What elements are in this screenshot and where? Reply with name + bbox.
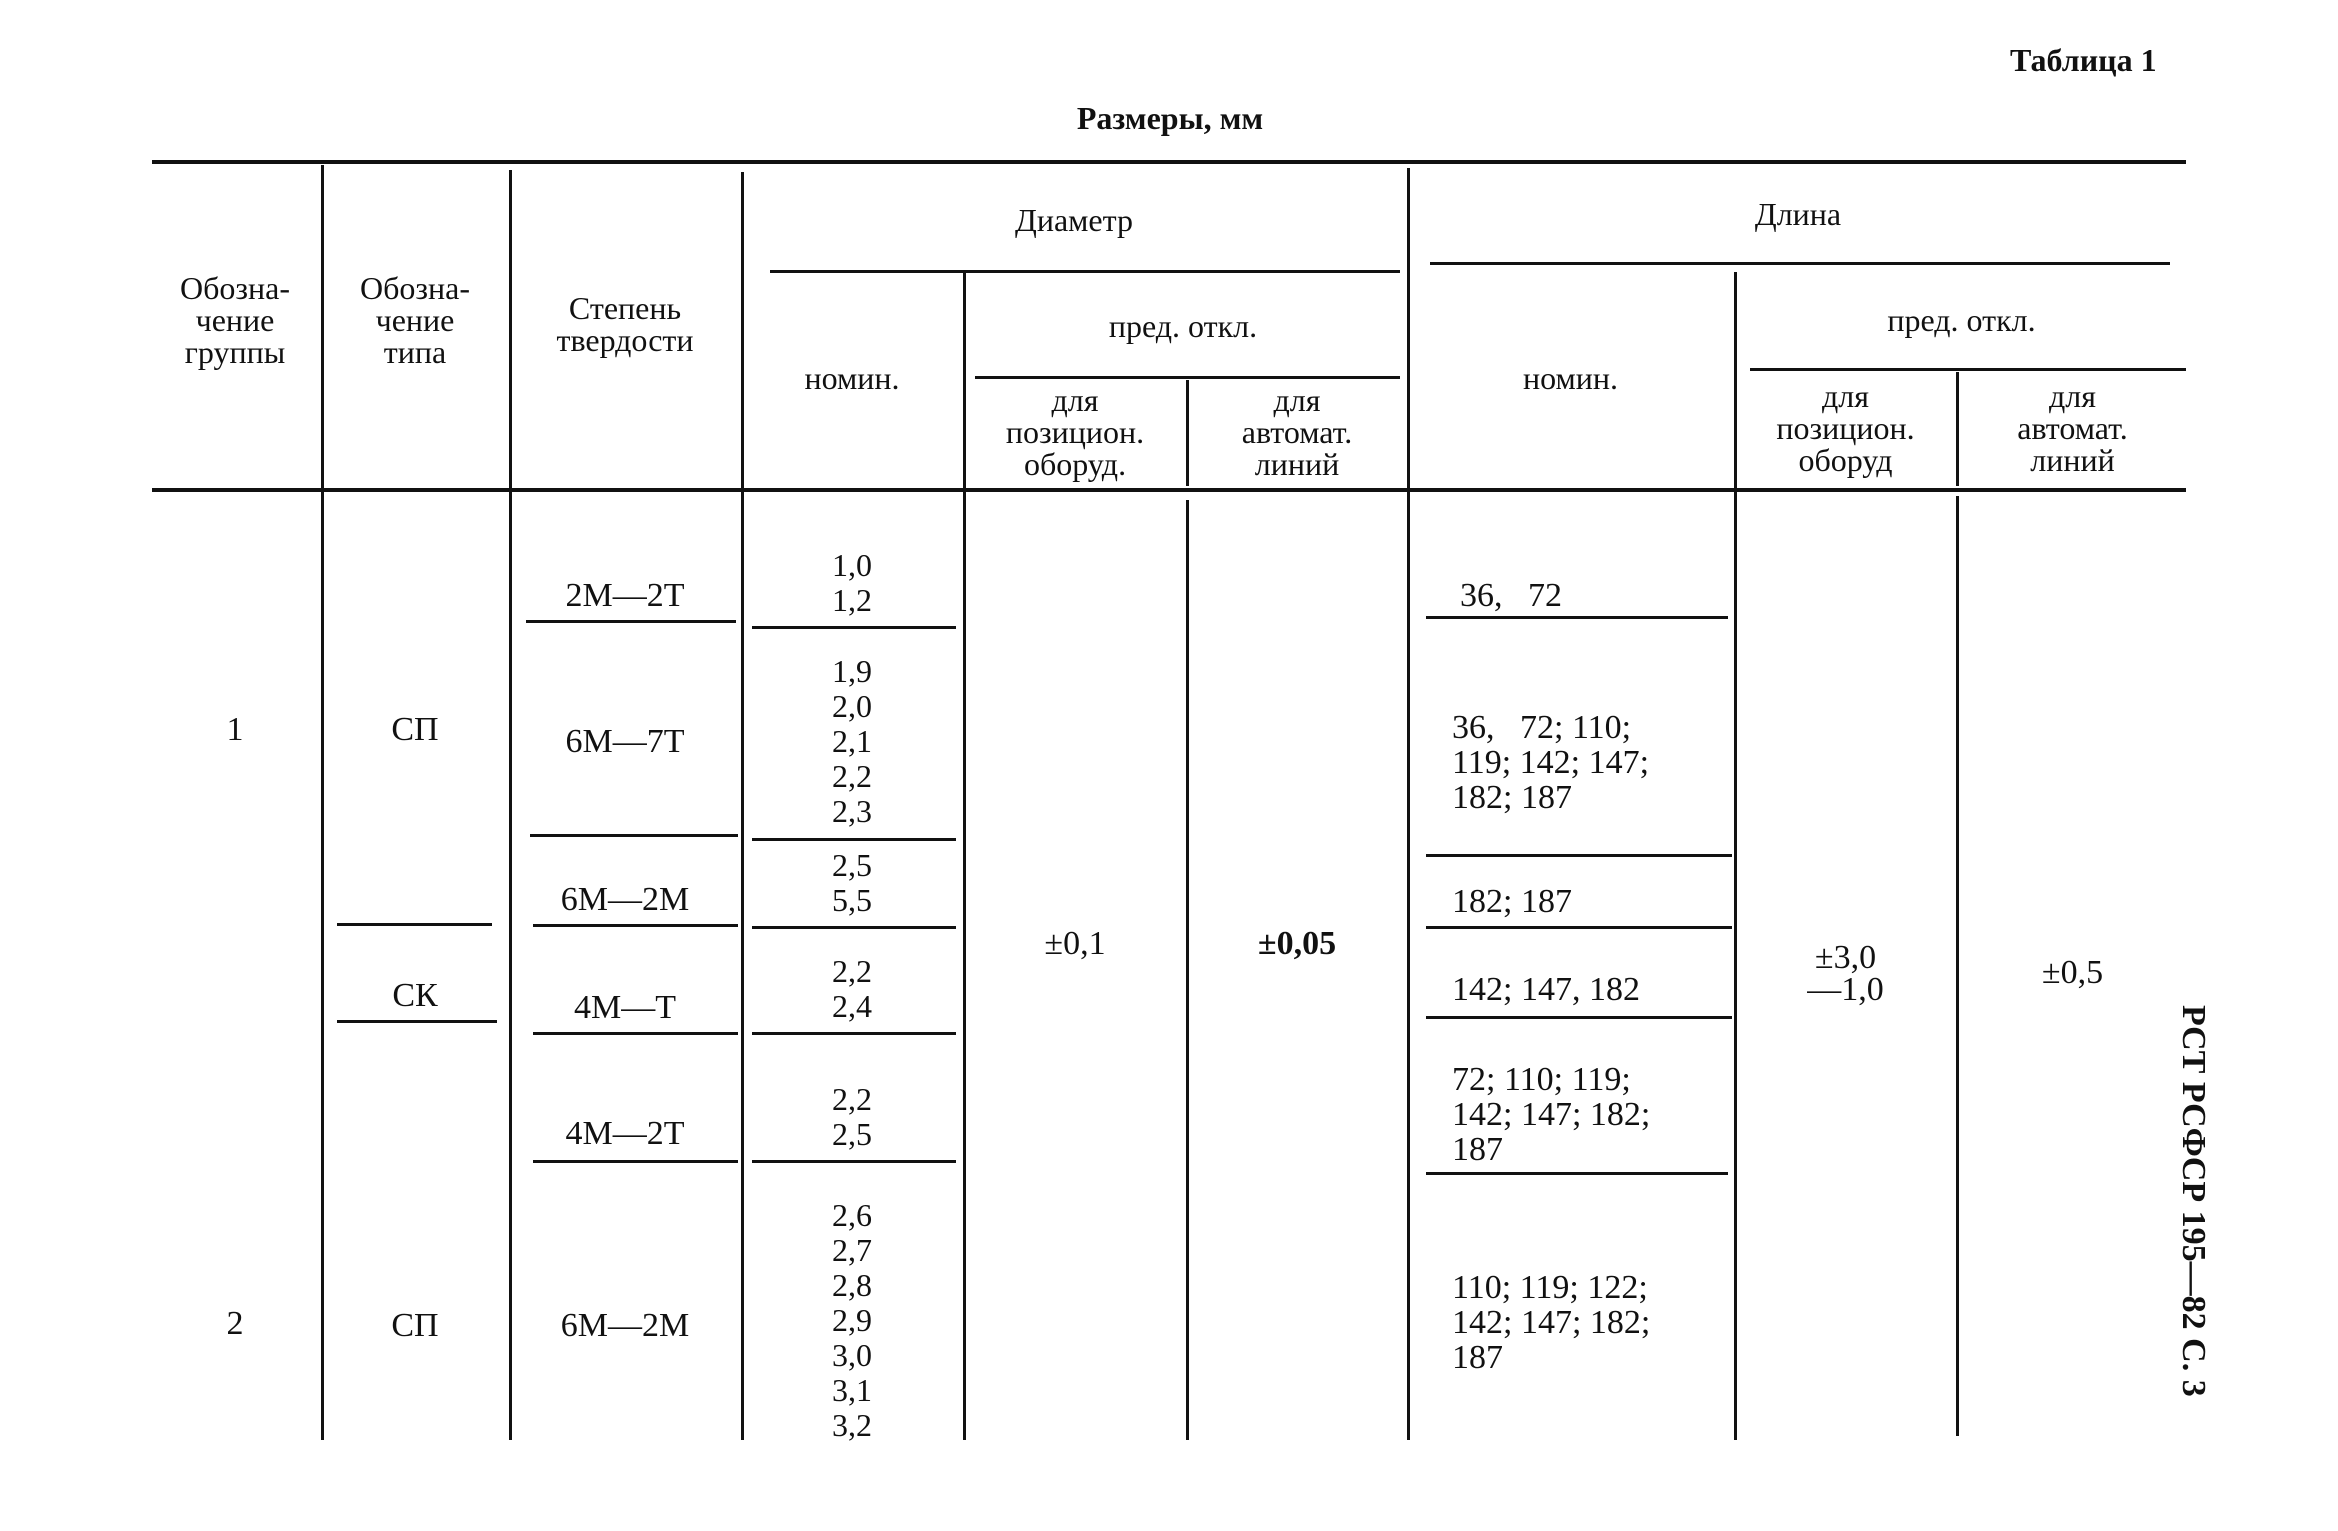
- diameter-tolerance-positional: ±0,1: [1044, 925, 1106, 962]
- diameter-subrule: [770, 270, 1400, 273]
- type-rule-2: [337, 1020, 497, 1023]
- hardness-row-5: 4М—2Т: [565, 1115, 685, 1152]
- side-running-header: РСТ РСФСР 195—82 С. 3: [2175, 1005, 2212, 1397]
- length-rule-5: [1426, 1172, 1728, 1175]
- header-diameter: Диаметр: [1015, 202, 1133, 238]
- type-rule-1: [337, 923, 492, 926]
- header-hardness: Степень твердости: [556, 290, 694, 358]
- col-rule-5b: [1186, 500, 1189, 1440]
- table-caption: Размеры, мм: [1076, 100, 1264, 136]
- diameter-row-4: 2,2 2,4: [832, 953, 872, 1024]
- length-row-6: 110; 119; 122; 142; 147; 182; 187: [1452, 1269, 1651, 1376]
- diameter-row-5: 2,2 2,5: [832, 1081, 872, 1152]
- diameter-row-6: 2,6 2,7 2,8 2,9 3,0 3,1 3,2: [832, 1197, 872, 1443]
- hardness-rule-5: [533, 1160, 738, 1163]
- hardness-rule-4: [533, 1032, 738, 1035]
- length-row-2: 36, 72; 110; 119; 142; 147; 182; 187: [1452, 709, 1650, 816]
- hardness-row-4: 4М—Т: [574, 989, 676, 1026]
- diameter-rule-1: [752, 626, 956, 629]
- header-nominal-diameter: номин.: [804, 360, 900, 396]
- length-rule-3: [1426, 926, 1732, 929]
- diameter-tolerance-auto: ±0,05: [1257, 925, 1337, 962]
- header-nominal-length: номин.: [1522, 360, 1618, 396]
- header-length: Длина: [1754, 196, 1842, 232]
- diameter-tol-subrule: [975, 376, 1400, 379]
- hardness-rule-3: [533, 924, 738, 927]
- table-top-rule: [152, 160, 2186, 164]
- header-diameter-positional: для позицион. оборуд.: [1005, 382, 1145, 482]
- diameter-rule-4: [752, 1032, 956, 1035]
- diameter-row-3: 2,5 5,5: [832, 847, 872, 918]
- header-length-auto: для автомат. линий: [2017, 378, 2128, 478]
- length-row-3: 182; 187: [1452, 883, 1572, 920]
- hardness-row-6: 6М—2М: [560, 1307, 690, 1344]
- diameter-rule-2: [752, 838, 956, 841]
- type-sp-1: СП: [391, 711, 439, 748]
- diameter-row-1: 1,0 1,2: [832, 547, 872, 618]
- length-row-5: 72; 110; 119; 142; 147; 182; 187: [1452, 1061, 1651, 1168]
- hardness-rule-2: [530, 834, 738, 837]
- header-diameter-auto: для автомат. линий: [1241, 382, 1353, 482]
- header-length-positional: для позицион. оборуд: [1776, 378, 1915, 478]
- length-tol-subrule: [1750, 368, 2186, 371]
- header-tolerance-length: пред. откл.: [1887, 302, 2036, 338]
- table-label: Таблица 1: [2010, 42, 2157, 78]
- length-rule-1: [1426, 616, 1728, 619]
- type-sp-2: СП: [391, 1307, 439, 1344]
- hardness-row-3: 6М—2М: [560, 881, 690, 918]
- diameter-row-2: 1,9 2,0 2,1 2,2 2,3: [832, 653, 872, 829]
- header-tolerance-diameter: пред. откл.: [1108, 308, 1258, 344]
- length-row-4: 142; 147, 182: [1452, 971, 1640, 1008]
- col-rule-6: [1407, 168, 1410, 1440]
- header-type-designation: Обозна- чение типа: [359, 270, 470, 370]
- header-bottom-rule: [152, 488, 2186, 492]
- diameter-rule-5: [752, 1160, 956, 1163]
- length-row-1: 36, 72: [1460, 577, 1562, 614]
- group-2: 2: [226, 1305, 244, 1342]
- type-sk: СК: [392, 977, 438, 1014]
- col-rule-2: [509, 170, 512, 1440]
- diameter-rule-3: [752, 926, 956, 929]
- hardness-row-2: 6М—7Т: [565, 723, 685, 760]
- hardness-rule-1: [526, 620, 736, 623]
- hardness-row-1: 2М—2Т: [565, 577, 685, 614]
- group-1: 1: [226, 711, 244, 748]
- length-subrule: [1430, 262, 2170, 265]
- length-rule-4: [1426, 1016, 1732, 1019]
- length-tolerance-positional: ±3,0 —1,0: [1807, 939, 1884, 1008]
- length-tolerance-auto: ±0,5: [2041, 954, 2104, 991]
- length-rule-2: [1426, 854, 1732, 857]
- header-group-designation: Обозна- чение группы: [179, 270, 290, 370]
